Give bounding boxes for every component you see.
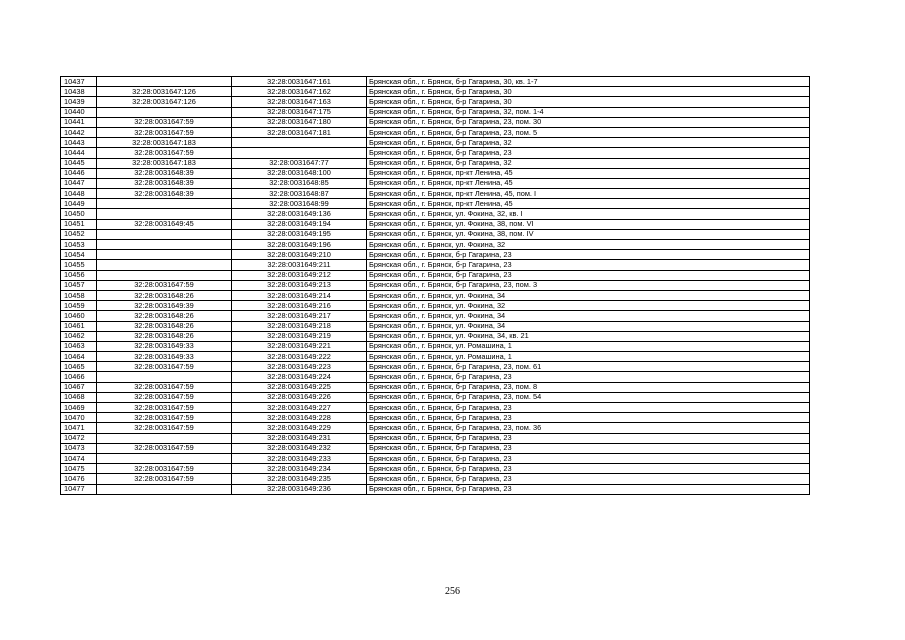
row-number-cell: 10463 (61, 341, 97, 351)
row-number-cell: 10471 (61, 423, 97, 433)
cadastral-number-cell: 32:28:0031649:214 (232, 290, 367, 300)
cadastral-number-cell: 32:28:0031649:217 (232, 311, 367, 321)
row-number-cell: 10442 (61, 127, 97, 137)
cadastral-number-cell: 32:28:0031649:226 (232, 392, 367, 402)
row-number-cell: 10455 (61, 260, 97, 270)
address-cell: Брянская обл., г. Брянск, ул. Фокина, 38, пом. VI (367, 219, 810, 229)
address-cell: Брянская обл., г. Брянск, б-р Гагарина, 23 (367, 250, 810, 260)
address-cell: Брянская обл., г. Брянск, б-р Гагарина, 23, пом. 54 (367, 392, 810, 402)
parent-cadastral-number-cell: 32:28:0031647:59 (97, 413, 232, 423)
row-number-cell: 10477 (61, 484, 97, 494)
row-number-cell: 10438 (61, 87, 97, 97)
parent-cadastral-number-cell: 32:28:0031648:26 (97, 290, 232, 300)
address-cell: Брянская обл., г. Брянск, пр-кт Ленина, 45, пом. I (367, 189, 810, 199)
parent-cadastral-number-cell: 32:28:0031649:33 (97, 341, 232, 351)
table-row (61, 352, 810, 362)
parent-cadastral-number-cell: 32:28:0031648:39 (97, 178, 232, 188)
parent-cadastral-number-cell: 32:28:0031649:45 (97, 219, 232, 229)
parent-cadastral-number-cell (97, 199, 232, 209)
row-number-cell: 10452 (61, 229, 97, 239)
row-number-cell: 10439 (61, 97, 97, 107)
table-row (61, 413, 810, 423)
table-row (61, 117, 810, 127)
cadastral-number-cell: 32:28:0031649:212 (232, 270, 367, 280)
cadastral-number-cell: 32:28:0031649:231 (232, 433, 367, 443)
address-cell: Брянская обл., г. Брянск, б-р Гагарина, 30 (367, 97, 810, 107)
table-row (61, 423, 810, 433)
address-cell: Брянская обл., г. Брянск, ул. Фокина, 34 (367, 321, 810, 331)
parent-cadastral-number-cell (97, 209, 232, 219)
table-row (61, 148, 810, 158)
address-cell: Брянская обл., г. Брянск, б-р Гагарина, 32, пом. 1-4 (367, 107, 810, 117)
row-number-cell: 10462 (61, 331, 97, 341)
row-number-cell: 10448 (61, 189, 97, 199)
address-cell: Брянская обл., г. Брянск, пр-кт Ленина, 45 (367, 168, 810, 178)
parent-cadastral-number-cell: 32:28:0031647:59 (97, 127, 232, 137)
row-number-cell: 10472 (61, 433, 97, 443)
table-row (61, 260, 810, 270)
table-row (61, 362, 810, 372)
address-cell: Брянская обл., г. Брянск, б-р Гагарина, 23 (367, 372, 810, 382)
row-number-cell: 10459 (61, 301, 97, 311)
table-row (61, 403, 810, 413)
address-cell: Брянская обл., г. Брянск, б-р Гагарина, 23 (367, 403, 810, 413)
table-row (61, 290, 810, 300)
cadastral-number-cell: 32:28:0031649:219 (232, 331, 367, 341)
address-cell: Брянская обл., г. Брянск, б-р Гагарина, 23 (367, 464, 810, 474)
table-row (61, 240, 810, 250)
address-cell: Брянская обл., г. Брянск, б-р Гагарина, 23 (367, 453, 810, 463)
row-number-cell: 10449 (61, 199, 97, 209)
cadastral-number-cell: 32:28:0031649:223 (232, 362, 367, 372)
parent-cadastral-number-cell (97, 240, 232, 250)
parent-cadastral-number-cell (97, 229, 232, 239)
row-number-cell: 10451 (61, 219, 97, 229)
table-row (61, 474, 810, 484)
address-cell: Брянская обл., г. Брянск, ул. Фокина, 32 (367, 240, 810, 250)
row-number-cell: 10441 (61, 117, 97, 127)
cadastral-number-cell: 32:28:0031649:136 (232, 209, 367, 219)
table-row (61, 168, 810, 178)
cadastral-number-cell: 32:28:0031649:195 (232, 229, 367, 239)
address-cell: Брянская обл., г. Брянск, б-р Гагарина, 32 (367, 158, 810, 168)
address-cell: Брянская обл., г. Брянск, ул. Ромашина, 1 (367, 341, 810, 351)
table-row (61, 250, 810, 260)
parent-cadastral-number-cell: 32:28:0031649:33 (97, 352, 232, 362)
parent-cadastral-number-cell: 32:28:0031647:59 (97, 403, 232, 413)
row-number-cell: 10458 (61, 290, 97, 300)
table-row (61, 138, 810, 148)
parent-cadastral-number-cell: 32:28:0031647:59 (97, 117, 232, 127)
cadastral-number-cell: 32:28:0031649:234 (232, 464, 367, 474)
cadastral-number-cell: 32:28:0031649:213 (232, 280, 367, 290)
address-cell: Брянская обл., г. Брянск, ул. Фокина, 34 (367, 290, 810, 300)
address-cell: Брянская обл., г. Брянск, ул. Фокина, 32 (367, 301, 810, 311)
cadastral-number-cell: 32:28:0031649:216 (232, 301, 367, 311)
parent-cadastral-number-cell: 32:28:0031647:59 (97, 148, 232, 158)
row-number-cell: 10443 (61, 138, 97, 148)
parent-cadastral-number-cell: 32:28:0031647:59 (97, 443, 232, 453)
table-row (61, 311, 810, 321)
parent-cadastral-number-cell (97, 77, 232, 87)
cadastral-number-cell: 32:28:0031647:163 (232, 97, 367, 107)
table-row (61, 484, 810, 494)
row-number-cell: 10461 (61, 321, 97, 331)
row-number-cell: 10450 (61, 209, 97, 219)
cadastral-number-cell: 32:28:0031649:236 (232, 484, 367, 494)
cadastral-number-cell: 32:28:0031647:181 (232, 127, 367, 137)
address-cell: Брянская обл., г. Брянск, б-р Гагарина, 32 (367, 138, 810, 148)
table-row (61, 219, 810, 229)
cadastral-number-cell: 32:28:0031648:99 (232, 199, 367, 209)
row-number-cell: 10460 (61, 311, 97, 321)
row-number-cell: 10474 (61, 453, 97, 463)
row-number-cell: 10447 (61, 178, 97, 188)
cadastral-number-cell: 32:28:0031649:224 (232, 372, 367, 382)
parent-cadastral-number-cell (97, 107, 232, 117)
parent-cadastral-number-cell: 32:28:0031647:59 (97, 423, 232, 433)
table-row (61, 372, 810, 382)
parent-cadastral-number-cell: 32:28:0031647:59 (97, 392, 232, 402)
parent-cadastral-number-cell: 32:28:0031647:59 (97, 382, 232, 392)
parent-cadastral-number-cell (97, 372, 232, 382)
cadastral-number-cell: 32:28:0031649:221 (232, 341, 367, 351)
cadastral-number-cell: 32:28:0031649:227 (232, 403, 367, 413)
address-cell: Брянская обл., г. Брянск, б-р Гагарина, 23, пом. 61 (367, 362, 810, 372)
cadastral-number-cell: 32:28:0031647:161 (232, 77, 367, 87)
address-cell: Брянская обл., г. Брянск, б-р Гагарина, 23, пом. 30 (367, 117, 810, 127)
address-cell: Брянская обл., г. Брянск, б-р Гагарина, 23 (367, 433, 810, 443)
parent-cadastral-number-cell: 32:28:0031647:59 (97, 474, 232, 484)
table-row (61, 107, 810, 117)
row-number-cell: 10466 (61, 372, 97, 382)
row-number-cell: 10470 (61, 413, 97, 423)
cadastral-number-cell: 32:28:0031649:229 (232, 423, 367, 433)
table-row (61, 433, 810, 443)
row-number-cell: 10445 (61, 158, 97, 168)
table-row (61, 392, 810, 402)
parent-cadastral-number-cell (97, 433, 232, 443)
address-cell: Брянская обл., г. Брянск, б-р Гагарина, 23 (367, 484, 810, 494)
parent-cadastral-number-cell: 32:28:0031648:26 (97, 321, 232, 331)
row-number-cell: 10473 (61, 443, 97, 453)
table-row (61, 87, 810, 97)
cadastral-number-cell: 32:28:0031647:162 (232, 87, 367, 97)
table-row (61, 321, 810, 331)
row-number-cell: 10446 (61, 168, 97, 178)
parent-cadastral-number-cell: 32:28:0031647:183 (97, 138, 232, 148)
table-row (61, 199, 810, 209)
address-cell: Брянская обл., г. Брянск, б-р Гагарина, 23, пом. 8 (367, 382, 810, 392)
table-row (61, 382, 810, 392)
table-row (61, 97, 810, 107)
table-row (61, 341, 810, 351)
row-number-cell: 10440 (61, 107, 97, 117)
parent-cadastral-number-cell: 32:28:0031649:39 (97, 301, 232, 311)
row-number-cell: 10437 (61, 77, 97, 87)
address-cell: Брянская обл., г. Брянск, б-р Гагарина, 30, кв. 1-7 (367, 77, 810, 87)
table-row (61, 209, 810, 219)
address-cell: Брянская обл., г. Брянск, б-р Гагарина, 23, пом. 5 (367, 127, 810, 137)
address-cell: Брянская обл., г. Брянск, б-р Гагарина, 23 (367, 443, 810, 453)
address-cell: Брянская обл., г. Брянск, пр-кт Ленина, 45 (367, 199, 810, 209)
cadastral-number-cell: 32:28:0031649:211 (232, 260, 367, 270)
row-number-cell: 10444 (61, 148, 97, 158)
row-number-cell: 10467 (61, 382, 97, 392)
cadastral-number-cell: 32:28:0031649:235 (232, 474, 367, 484)
table-row (61, 127, 810, 137)
parent-cadastral-number-cell (97, 250, 232, 260)
row-number-cell: 10469 (61, 403, 97, 413)
parent-cadastral-number-cell: 32:28:0031647:126 (97, 97, 232, 107)
address-cell: Брянская обл., г. Брянск, пр-кт Ленина, 45 (367, 178, 810, 188)
address-cell: Брянская обл., г. Брянск, ул. Фокина, 34 (367, 311, 810, 321)
cadastral-number-cell (232, 138, 367, 148)
parent-cadastral-number-cell: 32:28:0031648:39 (97, 168, 232, 178)
parent-cadastral-number-cell: 32:28:0031648:39 (97, 189, 232, 199)
parent-cadastral-number-cell: 32:28:0031647:59 (97, 464, 232, 474)
address-cell: Брянская обл., г. Брянск, б-р Гагарина, 23, пом. 36 (367, 423, 810, 433)
address-cell: Брянская обл., г. Брянск, ул. Фокина, 34, кв. 21 (367, 331, 810, 341)
parent-cadastral-number-cell (97, 260, 232, 270)
parent-cadastral-number-cell: 32:28:0031647:183 (97, 158, 232, 168)
cadastral-number-cell: 32:28:0031649:232 (232, 443, 367, 453)
parent-cadastral-number-cell: 32:28:0031647:126 (97, 87, 232, 97)
address-cell: Брянская обл., г. Брянск, ул. Фокина, 38, пом. IV (367, 229, 810, 239)
table-row (61, 77, 810, 87)
table-row (61, 331, 810, 341)
table-row (61, 178, 810, 188)
parent-cadastral-number-cell (97, 270, 232, 280)
parent-cadastral-number-cell: 32:28:0031647:59 (97, 280, 232, 290)
table-row (61, 453, 810, 463)
table-row (61, 280, 810, 290)
cadastral-number-cell: 32:28:0031649:210 (232, 250, 367, 260)
table-row (61, 301, 810, 311)
parent-cadastral-number-cell: 32:28:0031648:26 (97, 311, 232, 321)
cadastral-number-cell: 32:28:0031647:175 (232, 107, 367, 117)
cadastral-register-table (60, 76, 810, 495)
cadastral-number-cell: 32:28:0031647:77 (232, 158, 367, 168)
address-cell: Брянская обл., г. Брянск, б-р Гагарина, 23 (367, 148, 810, 158)
cadastral-number-cell: 32:28:0031649:194 (232, 219, 367, 229)
parent-cadastral-number-cell: 32:28:0031648:26 (97, 331, 232, 341)
parent-cadastral-number-cell (97, 453, 232, 463)
cadastral-number-cell: 32:28:0031649:225 (232, 382, 367, 392)
address-cell: Брянская обл., г. Брянск, ул. Ромашина, 1 (367, 352, 810, 362)
table-row (61, 270, 810, 280)
cadastral-number-cell: 32:28:0031648:100 (232, 168, 367, 178)
cadastral-number-cell (232, 148, 367, 158)
row-number-cell: 10456 (61, 270, 97, 280)
address-cell: Брянская обл., г. Брянск, б-р Гагарина, 23 (367, 270, 810, 280)
table-row (61, 158, 810, 168)
cadastral-number-cell: 32:28:0031649:233 (232, 453, 367, 463)
row-number-cell: 10475 (61, 464, 97, 474)
address-cell: Брянская обл., г. Брянск, б-р Гагарина, 23 (367, 413, 810, 423)
cadastral-number-cell: 32:28:0031649:196 (232, 240, 367, 250)
address-cell: Брянская обл., г. Брянск, б-р Гагарина, 23 (367, 260, 810, 270)
row-number-cell: 10465 (61, 362, 97, 372)
address-cell: Брянская обл., г. Брянск, ул. Фокина, 32, кв. I (367, 209, 810, 219)
row-number-cell: 10454 (61, 250, 97, 260)
parent-cadastral-number-cell (97, 484, 232, 494)
row-number-cell: 10457 (61, 280, 97, 290)
cadastral-number-cell: 32:28:0031649:222 (232, 352, 367, 362)
table-row (61, 229, 810, 239)
address-cell: Брянская обл., г. Брянск, б-р Гагарина, 30 (367, 87, 810, 97)
table-body (61, 77, 810, 495)
cadastral-number-cell: 32:28:0031649:218 (232, 321, 367, 331)
table-row (61, 189, 810, 199)
page-number: 256 (445, 586, 460, 597)
row-number-cell: 10464 (61, 352, 97, 362)
address-cell: Брянская обл., г. Брянск, б-р Гагарина, 23 (367, 474, 810, 484)
parent-cadastral-number-cell: 32:28:0031647:59 (97, 362, 232, 372)
cadastral-number-cell: 32:28:0031647:180 (232, 117, 367, 127)
row-number-cell: 10476 (61, 474, 97, 484)
row-number-cell: 10468 (61, 392, 97, 402)
address-cell: Брянская обл., г. Брянск, б-р Гагарина, 23, пом. 3 (367, 280, 810, 290)
cadastral-number-cell: 32:28:0031649:228 (232, 413, 367, 423)
cadastral-number-cell: 32:28:0031648:85 (232, 178, 367, 188)
row-number-cell: 10453 (61, 240, 97, 250)
table-row (61, 443, 810, 453)
cadastral-number-cell: 32:28:0031648:87 (232, 189, 367, 199)
table-row (61, 464, 810, 474)
